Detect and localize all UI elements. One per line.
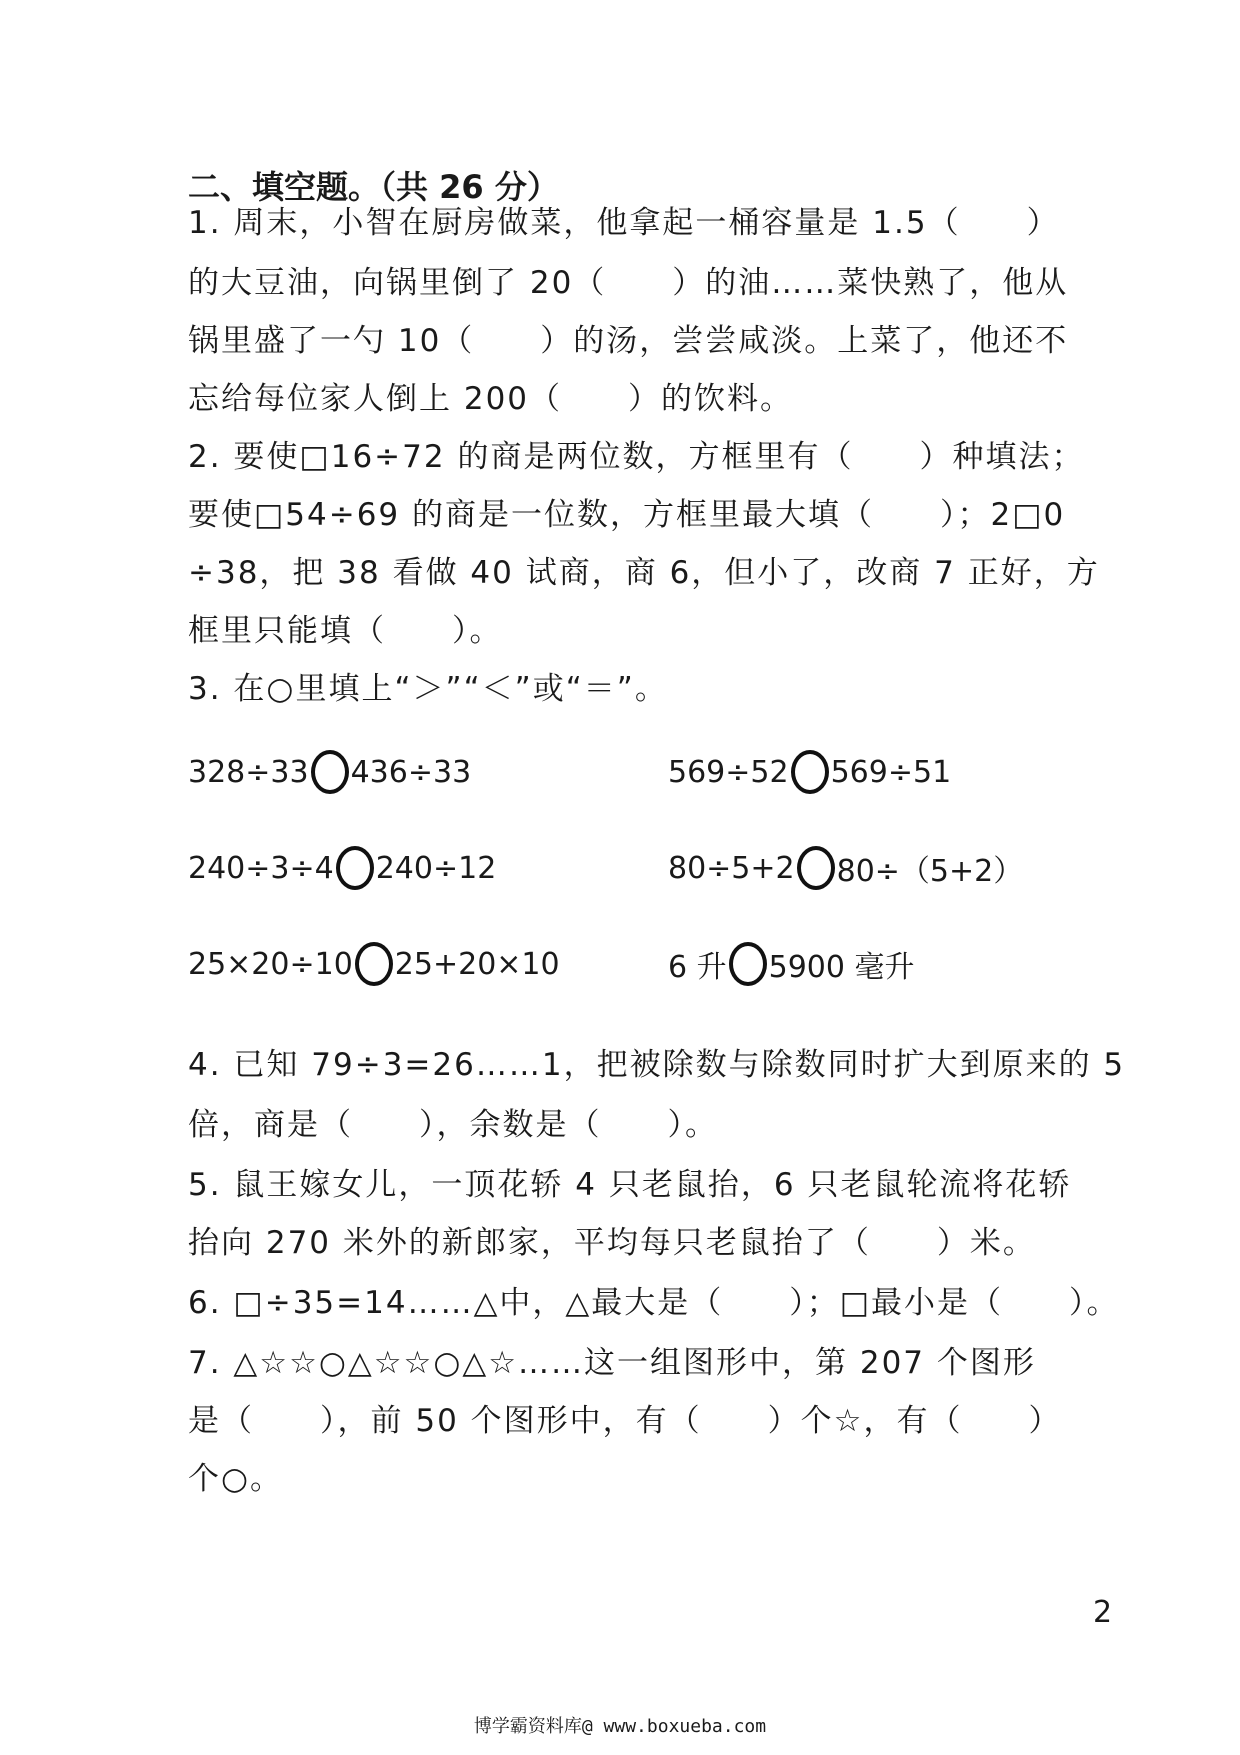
question-line: 锅里盛了一勺 10（ ）的汤，尝尝咸淡。上菜了，他还不 (188, 323, 1069, 359)
question-line: 2. 要使□16÷72 的商是两位数，方框里有（ ）种填法； (188, 439, 1085, 475)
comparison-right: 436÷33 (350, 754, 472, 790)
answer-circle[interactable] (336, 846, 374, 890)
question-line: 3. 在○里填上“＞”“＜”或“＝”。 (188, 671, 668, 707)
question-line: 7. △☆☆○△☆☆○△☆……这一组图形中，第 207 个图形 (188, 1345, 1036, 1381)
question-line: 4. 已知 79÷3=26……1，把被除数与除数同时扩大到原来的 5 (188, 1047, 1126, 1083)
question-line: 是（ ），前 50 个图形中，有（ ）个☆，有（ ） (188, 1403, 1062, 1439)
section-title: 二、填空题。（共 26 分） (188, 168, 559, 206)
comparison-left: 569÷52 (668, 754, 789, 790)
comparison-item (668, 846, 1023, 890)
comparison-item (668, 942, 915, 986)
question-line: ÷38，把 38 看做 40 试商，商 6，但小了，改商 7 正好，方 (188, 555, 1100, 591)
answer-circle[interactable] (791, 750, 829, 794)
comparison-left: 80÷5+2 (668, 850, 795, 886)
answer-circle[interactable] (355, 942, 393, 986)
footer-watermark: 博学霸资料库@ www.boxueba.com (473, 1716, 767, 1737)
question-line: 忘给每位家人倒上 200（ ）的饮料。 (188, 381, 794, 417)
page-number: 2 (1093, 1595, 1113, 1630)
comparison-item (668, 750, 951, 794)
comparison-left: 6 升 (668, 950, 727, 985)
question-line: 6. □÷35=14……△中，△最大是（ ）；□最小是（ ）。 (188, 1285, 1120, 1321)
comparison-item (188, 846, 496, 890)
answer-circle[interactable] (797, 846, 835, 890)
comparison-right: 25+20×10 (394, 946, 560, 982)
comparison-left: 240÷3÷4 (188, 850, 334, 886)
question-line: 框里只能填（ ）。 (188, 613, 503, 649)
comparison-right: 5900 毫升 (768, 950, 915, 985)
comparison-left: 25×20÷10 (188, 946, 353, 982)
answer-circle[interactable] (311, 750, 349, 794)
question-line: 5. 鼠王嫁女儿，一顶花轿 4 只老鼠抬，6 只老鼠轮流将花轿 (188, 1167, 1072, 1203)
comparison-left: 328÷33 (188, 754, 309, 790)
comparison-right: 80÷（5+2） (836, 854, 1024, 889)
comparison-right: 569÷51 (830, 754, 952, 790)
question-line: 的大豆油，向锅里倒了 20（ ）的油……菜快熟了，他从 (188, 265, 1069, 301)
question-line: 要使□54÷69 的商是一位数，方框里最大填（ ）；2□0 (188, 497, 1066, 533)
question-line: 个○。 (188, 1461, 284, 1497)
question-line: 抬向 270 米外的新郎家，平均每只老鼠抬了（ ）米。 (188, 1225, 1036, 1261)
comparison-item (188, 750, 471, 794)
comparison-item (188, 942, 560, 986)
question-line: 倍，商是（ ），余数是（ ）。 (188, 1107, 718, 1143)
comparison-right: 240÷12 (375, 850, 497, 886)
question-line: 1. 周末，小智在厨房做菜，他拿起一桶容量是 1.5（ ） (188, 205, 1060, 241)
answer-circle[interactable] (729, 942, 767, 986)
